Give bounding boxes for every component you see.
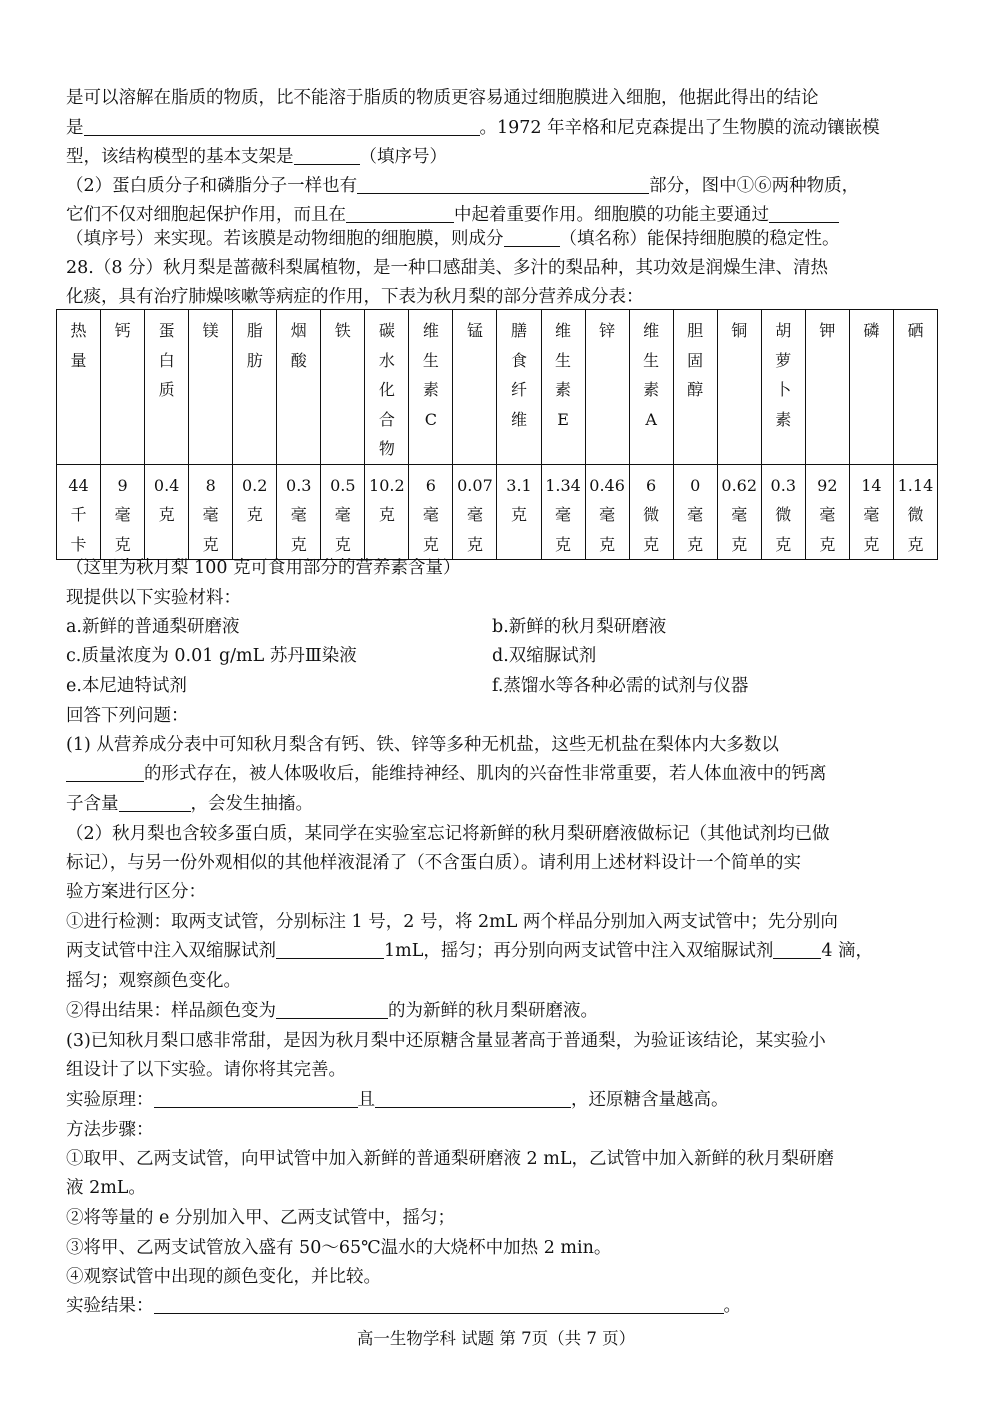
value-char: 卡 [70,534,87,554]
header-char: 量 [70,350,87,370]
header-char: 硒 [907,321,924,340]
value-char: 克 [466,534,483,554]
table-value-cell [409,464,453,560]
table-value-cell [321,464,365,560]
header-char: 物 [378,439,395,458]
table-value-cell [717,464,761,560]
answer-blank[interactable] [346,206,454,223]
header-char: 镁 [202,321,219,340]
header-char: 维 [422,321,439,340]
value-char: 0.4 [153,475,180,495]
header-char: 锰 [466,321,483,340]
value-char: 0.3 [770,475,796,495]
header-char: 生 [643,350,660,370]
table-header-cell [541,310,585,465]
table-value-cell [541,464,585,560]
table-value-cell [57,464,101,560]
answer-blank[interactable] [154,1297,724,1314]
header-char: C [424,409,438,429]
value-char: 微 [775,505,792,524]
header-char: 膳 [510,321,527,340]
value-char: 克 [599,534,616,554]
table-header-cell [805,310,849,465]
value-char: 10.2 [369,475,405,495]
table-header-cell [585,310,629,465]
table-value-cell [365,464,409,560]
value-char: 1.34 [545,475,581,495]
text-line: 子含量 ，会发生抽搐。 [66,794,313,814]
answer-blank[interactable] [504,230,560,247]
table-note: （这里为秋月梨 100 克可食用部分的营养素含量） [66,558,461,578]
table-header-cell [629,310,673,465]
text-line: 型，该结构模型的基本支架是 （填序号） [66,147,447,167]
question-2: （2）秋月梨也含较多蛋白质，某同学在实验室忘记将新鲜的秋月梨研磨液做标记（其他试剂均已做 [66,824,830,844]
value-char: 44 [68,475,89,495]
value-char: 微 [643,505,660,524]
header-char: 生 [422,350,439,370]
answer-intro: 回答下列问题： [66,706,189,726]
header-char: 素 [643,380,660,399]
text-line: 摇匀；观察颜色变化。 [66,971,241,991]
value-char: 克 [687,534,704,554]
answer-blank[interactable] [84,119,480,136]
value-char: 0.2 [241,475,268,495]
question-28-intro: 28.（8 分）秋月梨是蔷薇科梨属植物，是一种口感甜美、多汁的梨品种，其功效是润燥生津、清热 [66,258,829,278]
header-char: 素 [555,380,572,399]
table-value-cell [189,464,233,560]
value-char: 克 [643,534,660,554]
value-char: 6 [646,475,657,495]
value-char: 毫 [599,505,616,524]
value-char: 克 [334,534,351,554]
text-line: （填序号）来实现。若该膜是动物细胞的细胞膜，则成分 （填名称）能保持细胞膜的稳定性。 [66,229,840,249]
value-char: 千 [70,505,87,524]
value-char: 92 [817,475,838,495]
table-header-cell [233,310,277,465]
header-char: 质 [158,380,175,399]
header-char: 维 [555,321,572,340]
text-line: 实验结果： 。 [66,1296,741,1316]
value-char: 克 [158,505,175,524]
text-line: ④观察试管中出现的颜色变化，并比较。 [66,1267,381,1287]
value-char: 克 [378,505,395,524]
value-char: 6 [425,475,436,495]
value-char: 克 [819,534,836,554]
value-char: 毫 [422,505,439,524]
header-char: 钙 [114,321,131,340]
header-char: 胡 [775,321,792,340]
value-char: 9 [117,475,128,495]
material-row: c.质量浓度为 0.01 g/mL 苏丹Ⅲ染液 d.双缩脲试剂 [66,646,597,666]
header-char: 脂 [246,321,263,340]
header-char: 肪 [246,350,263,370]
table-header-cell [717,310,761,465]
table-value-cell [629,464,673,560]
value-char: 1.14 [897,475,934,495]
header-char: 萝 [775,350,792,370]
header-char: 醇 [687,380,704,399]
header-char: 铁 [334,321,351,340]
header-char: 生 [555,350,572,370]
text-line: 方法步骤： [66,1120,154,1140]
table-value-cell [585,464,629,560]
header-char: 素 [422,380,439,399]
value-char: 克 [907,534,924,554]
header-char: 蛋 [158,321,175,340]
question-1: (1) 从营养成分表中可知秋月梨含有钙、铁、锌等多种无机盐，这些无机盐在梨体内大多数以 [66,735,779,755]
value-char: 0.3 [286,475,312,495]
page-footer: 高一生物学科 试题 第 7页（共 7 页） [356,1329,636,1348]
value-char: 克 [114,534,131,554]
text-line: 它们不仅对细胞起保护作用，而且在 中起着重要作用。细胞膜的功能主要通过 [66,204,839,226]
header-char: 合 [378,409,395,429]
value-char: 0.62 [721,475,758,495]
table-header-cell [453,310,497,465]
table-value-cell [453,464,497,560]
header-char: E [557,409,569,429]
answer-blank[interactable] [357,177,649,194]
value-char: 克 [290,534,307,554]
answer-blank[interactable] [294,148,360,165]
header-char: 钾 [819,321,836,340]
text-line: ①取甲、乙两支试管，向甲试管中加入新鲜的普通梨研磨液 2 mL，乙试管中加入新鲜的秋月梨研磨 [66,1149,834,1169]
value-char: 毫 [290,505,307,524]
header-char: 纤 [510,380,527,399]
text-line: ②得出结果：样品颜色变为 的为新鲜的秋月梨研磨液。 [66,1001,598,1021]
table-header-cell [101,310,145,465]
header-char: 胆 [687,321,704,340]
table-header-cell [761,310,805,465]
table-header-cell [145,310,189,465]
header-char: A [645,409,657,429]
table-value-cell [893,464,937,560]
text-line: 化痰，具有治疗肺燥咳嗽等病症的作用，下表为秋月梨的部分营养成分表： [66,287,644,307]
text-line: ①进行检测：取两支试管，分别标注 1 号，2 号，将 2mL 两个样品分别加入两支试管中；先分别向 [66,912,838,932]
header-char: 卜 [775,380,792,399]
text-line: ③将甲、乙两支试管放入盛有 50～65℃温水的大烧杯中加热 2 min。 [66,1238,612,1258]
header-char: 磷 [863,321,880,340]
text-line: ②将等量的 e 分别加入甲、乙两支试管中，摇匀； [66,1208,455,1228]
table-header-cell [497,310,541,465]
material-row: a.新鲜的普通梨研磨液 b.新鲜的秋月梨研磨液 [66,617,667,637]
table-header-cell [849,310,893,465]
value-char: 克 [422,534,439,554]
table-value-cell [761,464,805,560]
header-char: 化 [378,380,395,399]
header-char: 白 [158,350,175,370]
value-char: 克 [555,534,572,554]
header-char: 锌 [599,321,616,340]
value-char: 3.1 [506,475,532,495]
text-line: 液 2mL。 [66,1178,146,1198]
header-char: 素 [775,409,792,429]
answer-blank[interactable] [375,1091,571,1108]
value-char: 毫 [863,505,880,524]
value-char: 克 [202,534,219,554]
text-line: 是 。1972 年辛格和尼克森提出了生物膜的流动镶嵌模 [66,118,880,138]
value-char: 毫 [819,505,836,524]
value-char: 克 [731,534,748,554]
header-char: 烟 [290,321,307,340]
table-header-cell [57,310,101,465]
value-char: 毫 [334,505,351,524]
text-line: 验方案进行区分： [66,882,206,902]
value-char: 克 [510,505,527,524]
table-header-row [57,310,938,465]
header-char: 食 [510,350,527,370]
answer-blank[interactable] [773,942,821,959]
header-char: 固 [687,350,704,370]
header-char: 酸 [290,350,307,370]
table-header-cell [365,310,409,465]
value-char: 8 [205,475,216,495]
answer-blank[interactable] [119,795,191,812]
answer-blank[interactable] [154,1091,358,1108]
value-char: 克 [246,505,263,524]
value-char: 14 [861,475,882,495]
answer-blank[interactable] [769,206,839,223]
answer-blank[interactable] [276,942,384,959]
value-char: 毫 [114,505,131,524]
value-char: 克 [863,534,880,554]
table-header-cell [277,310,321,465]
table-value-cell [145,464,189,560]
nutrition-table [56,309,938,560]
value-char: 0 [690,475,701,495]
header-char: 铜 [731,321,748,340]
text-line: 标记），与另一份外观相似的其他样液混淆了（不含蛋白质）。请利用上述材料设计一个简单的实 [66,853,801,873]
materials-intro: 现提供以下实验材料： [66,588,241,608]
value-char: 0.5 [330,475,356,495]
value-char: 克 [775,534,792,554]
header-char: 热 [70,321,87,340]
text-line: 的形式存在，被人体吸收后，能维持神经、肌肉的兴奋性非常重要，若人体血液中的钙离 [66,763,827,785]
table-value-cell [805,464,849,560]
answer-blank[interactable] [276,1002,388,1019]
text-line: 是可以溶解在脂质的物质，比不能溶于脂质的物质更容易通过细胞膜进入细胞，他据此得出的结论 [66,88,819,108]
table-value-cell [233,464,277,560]
table-value-cell [673,464,717,560]
value-char: 微 [907,505,924,524]
value-char: 0.46 [589,475,625,495]
table-header-cell [409,310,453,465]
material-row: e.本尼迪特试剂 f.蒸馏水等各种必需的试剂与仪器 [66,676,749,696]
header-char: 碳 [378,321,395,340]
header-char: 维 [510,409,527,429]
question-3: (3)已知秋月梨口感非常甜，是因为秋月梨中还原糖含量显著高于普通梨，为验证该结论，某实验小 [66,1031,826,1051]
value-char: 毫 [202,505,219,524]
answer-blank[interactable] [66,765,144,782]
text-line: 实验原理： 且 ，还原糖含量越高。 [66,1090,729,1110]
table-value-row [57,464,938,560]
value-char: 毫 [555,505,572,524]
text-line: （2）蛋白质分子和磷脂分子一样也有 部分，图中①⑥两种物质， [66,176,860,196]
table-header-cell [893,310,937,465]
table-value-cell [101,464,145,560]
table-header-cell [189,310,233,465]
table-value-cell [277,464,321,560]
header-char: 水 [378,350,395,370]
table-value-cell [497,464,541,560]
value-char: 毫 [687,505,704,524]
table-header-cell [673,310,717,465]
value-char: 0.07 [457,475,493,495]
table-header-cell [321,310,365,465]
value-char: 毫 [731,505,748,524]
text-line: 两支试管中注入双缩脲试剂 1mL，摇匀；再分别向两支试管中注入双缩脲试剂 4 滴， [66,941,874,961]
table-value-cell [849,464,893,560]
value-char: 毫 [466,505,483,524]
header-char: 维 [643,321,660,340]
text-line: 组设计了以下实验。请你将其完善。 [66,1060,346,1080]
